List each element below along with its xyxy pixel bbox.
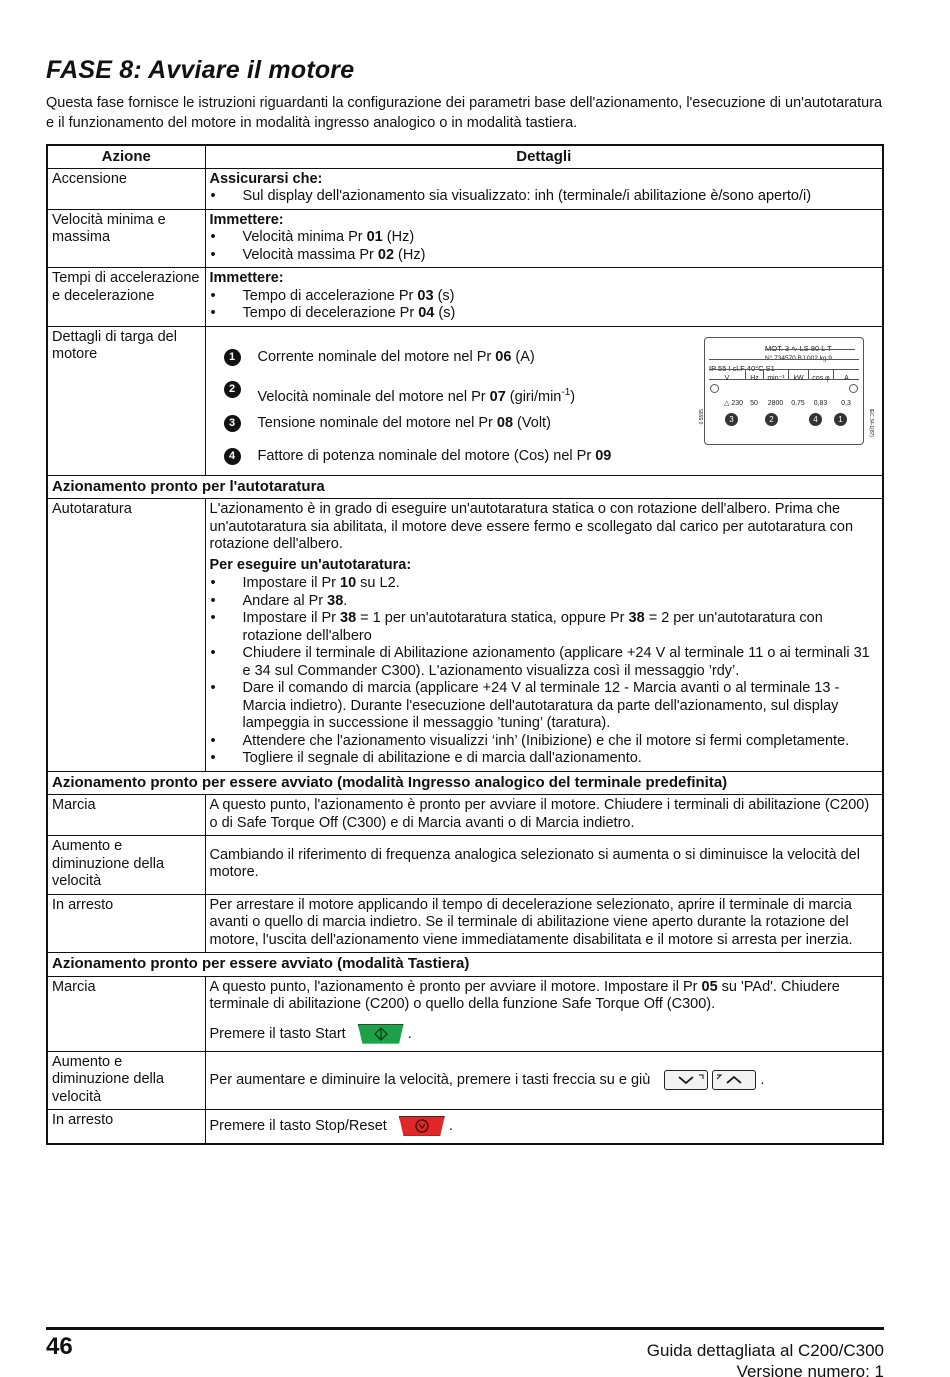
nameplate-details: 1 Corrente nominale del motore nel Pr 06 (A) 2 Velocità nominale del motore nel Pr 07 $(giri/\min^{-1})$ 3 Tensione nominale del motore nel Pr 08 (Volt) 4 Fattore di potenza nominale del motore (Cos) nel Pr 09 MOT. 3 ∿ LS 80 L T N° 734570 BJ 002 kg 9 IP 55 I cl.F 40°C S1 V Hz min⁻¹ kW cos φ A △ 230 50 2800 0,75 0,83 0,3 3 2 4 1 0 5595 IEC 34-1(87) [206,327,883,475]
details-cell [205,976,883,1051]
action-cell: Tempi di accelerazione e decelerazione [47,268,205,327]
plate-line2: N° 734570 BJ 002 kg 9 [765,349,855,368]
footer-rule [46,1327,884,1330]
plate-header: V Hz min⁻¹ kW cos φ A [709,369,859,380]
table-row [47,168,883,209]
action-cell: Autotaratura [47,499,205,772]
action-cell: Accensione [47,168,205,209]
list-item: • Andare al Pr 38. [210,593,879,611]
table-row [47,499,883,772]
table-row [47,268,883,327]
details-heading: Assicurarsi che: [209,170,323,187]
details-cell [205,326,883,475]
list-item: • Sul display dell'azionamento sia visualizzato: inh (terminale/i abilitazione è/sono aperto/i) [210,188,879,206]
action-cell: In arresto [47,894,205,953]
list-item: • Dare il comando di marcia (applicare +24 V al terminale 12 - Marcia avanti o al terminale 13 - Marcia indietro). Durante l'esecuzione dell'autotaratura da parte dell'azionamento, sul display lampeggia in successione il messaggio ’tuning’ (taratura). [210,680,879,733]
list-item: • Togliere il segnale di abilitazione e di marcia dall'azionamento. [210,750,879,768]
arrow-down-key-icon [664,1070,708,1090]
number-badge: 1 [834,413,847,426]
header-details: Dettagli [205,145,883,168]
table-row [47,209,883,268]
table-header [47,145,883,168]
guide-title: Guida dettagliata al C200/C300 [646,1341,884,1360]
list-item: • Impostare il Pr 10 su L2. [210,575,879,593]
action-cell: Aumento e diminuzione della velocità [47,836,205,895]
details-paragraph: L'azionamento è in grado di eseguire un'autotaratura statica o con rotazione dell'albero. Prima che un'autotaratura sia abilitata, il motore deve essere fermo e scollegato dal carico per autotaratura con rotazione dell'albero. [209,501,854,552]
details-paragraph: A questo punto, l'azionamento è pronto per avviare il motore. Impostare il Pr 05 su 'PAd'. Chiudere terminale di abilitazione (C200) o quello della funzione Safe Torque Off (C300). [209,978,840,1012]
list-item: • Velocità massima Pr 02 (Hz) [210,247,879,265]
version-label: Versione numero: 1 [736,1362,884,1377]
table-row [47,326,883,475]
list-item: • Tempo di accelerazione Pr 03 (s) [210,288,879,306]
number-badge: 2 [224,381,241,398]
steps-table [46,144,884,1145]
table-row [47,1110,883,1144]
details-cell: Per aumentare e diminuire la velocità, premere i tasti freccia su e giù . [205,1051,883,1110]
section-title: Azionamento pronto per essere avviato (modalità Ingresso analogico del terminale predefinita) [47,771,883,795]
number-badge: 4 [224,448,241,465]
details-heading: Immettere: [209,211,284,228]
number-badge: 4 [809,413,822,426]
number-badge: 2 [765,413,778,426]
table-row [47,795,883,836]
plate-line1: MOT. 3 ∿ LS 80 L T [765,343,832,353]
stop-reset-key-icon [399,1116,445,1136]
details-cell [205,168,883,209]
motor-nameplate [698,337,875,445]
details-cell [205,268,883,327]
list-item: • Tempo di decelerazione Pr 04 (s) [210,305,879,323]
plate-side-text: 0 5595 [698,408,705,424]
plate-hole [849,384,858,393]
arrow-up-key-icon [712,1070,756,1090]
number-badge: 3 [725,413,738,426]
page-number: 46 [46,1333,73,1360]
details-cell [205,499,883,772]
table-row [47,1051,883,1110]
plate-hole [710,384,719,393]
header-action: Azione [47,145,205,168]
table-row [47,836,883,895]
section-row [47,771,883,795]
list-item: • Chiudere il terminale di Abilitazione azionamento (applicare +24 V al terminale 11 o ai terminali 31 e 34 sul Commander C300). L'azionamento visualizza così il messaggio ’rdy’. [210,645,879,680]
section-row [47,953,883,977]
plate-side-text: IEC 34-1(87) [868,407,875,437]
start-key-icon [358,1024,404,1044]
action-cell: Marcia [47,795,205,836]
plate-values: △ 230 50 2800 0,75 0,83 0,3 [723,399,851,407]
intro-paragraph: Questa fase fornisce le istruzioni riguardanti la configurazione dei parametri base dell'azionamento, l'esecuzione di un'autotaratura e il funzionamento del motore in modalità ingresso analogico o in modalità tastiera. [46,95,883,131]
footer-info [647,1340,884,1377]
details-cell: Premere il tasto Stop/Reset . [205,1110,883,1144]
number-badge: 3 [224,415,241,432]
number-badge: 1 [224,349,241,366]
bullet-list [210,229,879,264]
details-heading: Immettere: [209,270,284,286]
section-title: Azionamento pronto per l'autotaratura [47,475,883,499]
details-cell: A questo punto, l'azionamento è pronto per avviare il motore. Chiudere i terminali di abilitazione (C200) o di Safe Torque Off (C300) e di Marcia avanti o di Marcia indietro. [205,795,883,836]
action-cell: Velocità minima e massima [47,209,205,268]
list-item: • Velocità minima Pr 01 (Hz) [210,229,879,247]
action-cell: Dettagli di targa del motore [47,326,205,475]
action-cell: Marcia [47,976,205,1051]
bullet-list [210,188,879,206]
details-cell [205,209,883,268]
bullet-list [210,288,879,323]
details-cell: Cambiando il riferimento di frequenza analogica selezionato si aumenta o si diminuisce la velocità del motore. [205,836,883,895]
list-item: • Attendere che l'azionamento visualizzi ‘inh’ (Inibizione) e che il motore si fermi completamente. [210,733,879,751]
plate-line3: IP 55 I cl.F 40°C S1 [709,359,859,378]
bullet-list [210,575,879,768]
section-title: Azionamento pronto per essere avviato (modalità Tastiera) [47,953,883,977]
action-cell: Aumento e diminuzione della velocità [47,1051,205,1110]
list-item: • Impostare il Pr 38 = 1 per un'autotaratura statica, oppure Pr 38 = 2 per un'autotaratura con rotazione dell'albero [210,610,879,645]
table-row [47,894,883,953]
table-row [47,976,883,1051]
start-instruction: Premere il tasto Start . [210,1024,879,1044]
details-heading: Per eseguire un'autotaratura: [209,556,412,573]
details-cell: Per arrestare il motore applicando il tempo di decelerazione selezionato, aprire il terminale di marcia avanti o quello di marcia indietro. Se il terminale di abilitazione viene aperto durante la rotazione del motore, l'uscita dell'azionamento viene immediatamente disabilitata e il motore si arresta per inerzia. [205,894,883,953]
page-title: FASE 8: Avviare il motore [46,56,355,84]
section-row [47,475,883,499]
action-cell: In arresto [47,1110,205,1144]
